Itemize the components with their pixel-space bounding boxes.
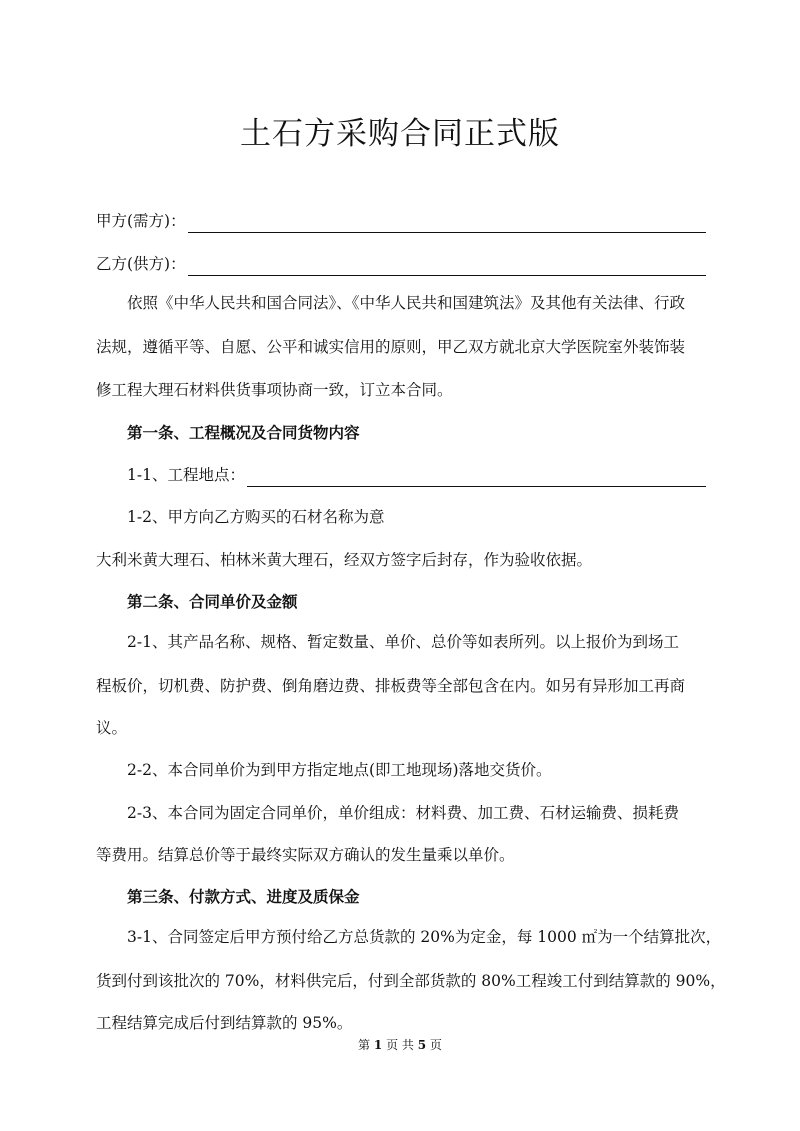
- party-a-label: 甲方(需方)：: [96, 212, 186, 230]
- party-a-line: [96, 209, 706, 233]
- party-a-blank: [188, 214, 706, 233]
- article3-item1-line2: 货到付到该批次的 70%，材料供完后，付到全部货款的 80%工程竣工付到结算款的 90%，: [96, 972, 726, 990]
- article3-item1-line3: 工程结算完成后付到结算款的 95%。: [96, 1014, 353, 1032]
- article2-heading: 第二条、合同单价及金额: [127, 593, 298, 611]
- article3-heading: 第三条、付款方式、进度及质保金: [127, 888, 360, 906]
- article1-item2-line2: 大利米黄大理石、柏林米黄大理石，经双方签字后封存，作为验收依据。: [96, 551, 593, 569]
- party-b-label: 乙方(供方)：: [96, 255, 186, 273]
- site-location-blank: [247, 468, 706, 487]
- article1-item1: [96, 463, 706, 487]
- article2-item1-line2: 程板价，切机费、防护费、倒角磨边费、排板费等全部包含在内。如另有异形加工再商: [96, 677, 686, 695]
- article2-item1-line1: 2-1、其产品名称、规格、暂定数量、单价、总价等如表所列。以上报价为到场工: [127, 633, 679, 651]
- party-b-blank: [188, 257, 706, 276]
- party-b-line: [96, 252, 706, 276]
- intro-line-3: 修工程大理石材料供货事项协商一致，订立本合同。: [96, 381, 453, 399]
- article3-item1-line1: 3-1、合同签定后甲方预付给乙方总货款的 20%为定金，每 1000 ㎡为一个结算批次，: [127, 928, 722, 946]
- article2-item1-line3: 议。: [96, 719, 128, 737]
- footer-suffix: 页: [429, 1038, 442, 1052]
- article1-item2-line1: 1-2、甲方向乙方购买的石材名称为意: [127, 508, 385, 526]
- article2-item3-line2: 等费用。结算总价等于最终实际双方确认的发生量乘以单价。: [96, 846, 515, 864]
- footer-middle: 页 共: [386, 1038, 414, 1052]
- intro-line-2: 法规，遵循平等、自愿、公平和诚实信用的原则，甲乙双方就北京大学医院室外装饰装: [96, 338, 686, 356]
- document-title: 土石方采购合同正式版: [240, 116, 560, 152]
- current-page-number: 1: [373, 1038, 383, 1052]
- article2-item3-line1: 2-3、本合同为固定合同单价，单价组成：材料费、加工费、石材运输费、损耗费: [127, 804, 679, 822]
- site-location-label: 1-1、工程地点：: [127, 466, 245, 484]
- footer-prefix: 第: [358, 1038, 371, 1052]
- total-page-count: 5: [417, 1038, 427, 1052]
- intro-line-1: 依照《中华人民共和国合同法》、《中华人民共和国建筑法》及其他有关法律、行政: [127, 294, 686, 312]
- page-footer: [0, 1036, 800, 1053]
- article1-heading: 第一条、工程概况及合同货物内容: [127, 424, 360, 442]
- article2-item2: 2-2、本合同单价为到甲方指定地点(即工地现场)落地交货价。: [127, 761, 552, 779]
